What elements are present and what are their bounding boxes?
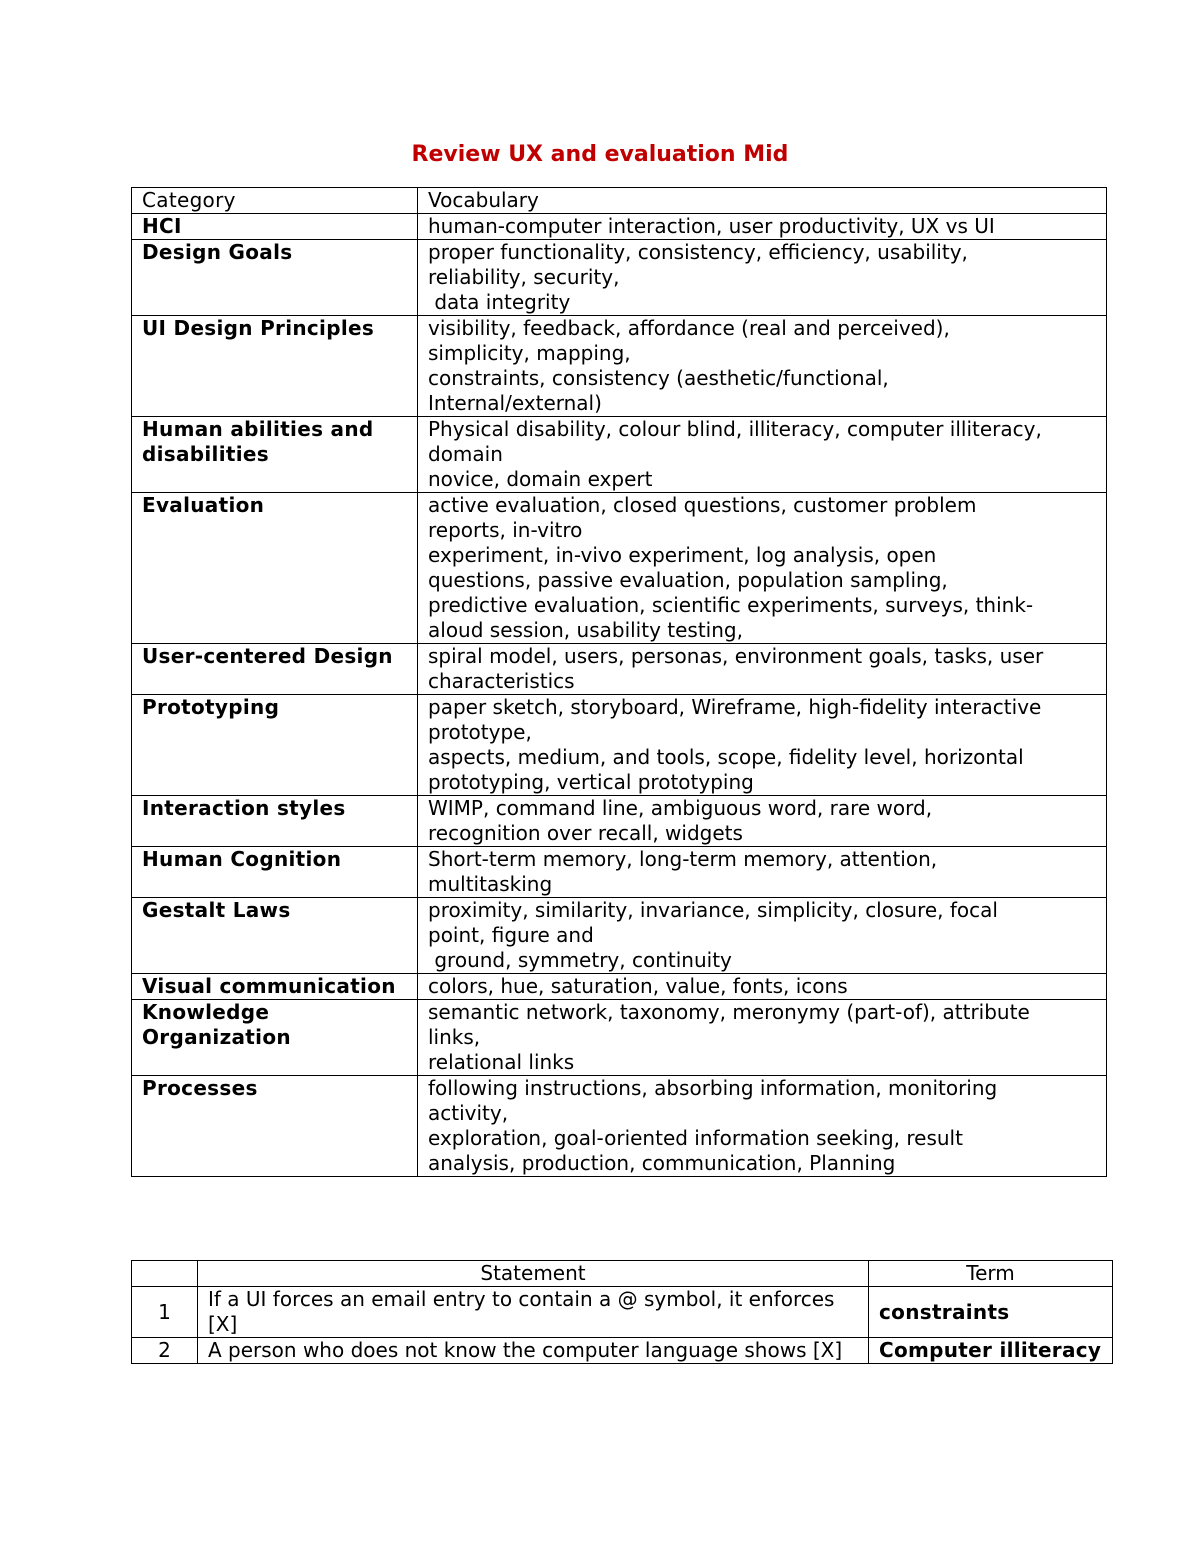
vocabulary-line: Internal/external) [428, 391, 602, 415]
category-cell: Prototyping [132, 695, 418, 796]
statement-table-header [132, 1261, 1113, 1287]
category-header: Category [132, 188, 418, 214]
category-cell: Visual communication [132, 974, 418, 1000]
category-cell: Processes [132, 1076, 418, 1177]
vocabulary-line: simplicity, mapping, [428, 341, 631, 365]
vocabulary-cell [418, 796, 1107, 847]
vocabulary-cell [418, 493, 1107, 644]
vocabulary-cell [418, 898, 1107, 974]
vocabulary-line: novice, domain expert [428, 467, 653, 491]
vocabulary-cell [418, 1000, 1107, 1076]
vocabulary-line: WIMP, command line, ambiguous word, rare word, [428, 796, 933, 820]
vocabulary-line: prototyping, vertical prototyping [428, 770, 754, 794]
statement-text: A person who does not know the computer language shows [X] [198, 1338, 869, 1364]
vocabulary-cell [418, 847, 1107, 898]
vocabulary-cell [418, 417, 1107, 493]
vocabulary-line: questions, passive evaluation, population sampling, [428, 568, 948, 592]
term-answer: Computer illiteracy [869, 1338, 1113, 1364]
vocabulary-cell [418, 1076, 1107, 1177]
vocabulary-line: reports, in-vitro [428, 518, 583, 542]
category-cell: HCI [132, 214, 418, 240]
vocabulary-cell [418, 316, 1107, 417]
vocabulary-line: prototype, [428, 720, 532, 744]
vocabulary-row [132, 898, 1107, 974]
vocabulary-table-header [132, 188, 1107, 214]
vocabulary-row [132, 417, 1107, 493]
vocabulary-line: activity, [428, 1101, 509, 1125]
vocabulary-row [132, 316, 1107, 417]
vocabulary-row [132, 974, 1107, 1000]
vocabulary-cell [418, 214, 1107, 240]
category-cell: Evaluation [132, 493, 418, 644]
vocabulary-row [132, 695, 1107, 796]
term-answer: constraints [869, 1287, 1113, 1338]
statement-row [132, 1338, 1113, 1364]
vocabulary-line: domain [428, 442, 503, 466]
vocabulary-row [132, 214, 1107, 240]
category-cell: Gestalt Laws [132, 898, 418, 974]
vocabulary-line: experiment, in-vivo experiment, log analysis, open [428, 543, 937, 567]
vocabulary-cell [418, 644, 1107, 695]
vocabulary-line: colors, hue, saturation, value, fonts, icons [428, 974, 848, 998]
row-number: 1 [132, 1287, 198, 1338]
vocabulary-line: characteristics [428, 669, 575, 693]
vocabulary-row [132, 796, 1107, 847]
category-cell: Human Cognition [132, 847, 418, 898]
number-header [132, 1261, 198, 1287]
vocabulary-line: Physical disability, colour blind, illiteracy, computer illiteracy, [428, 417, 1042, 441]
category-cell: Interaction styles [132, 796, 418, 847]
vocabulary-line: ground, symmetry, continuity [428, 948, 732, 972]
vocabulary-line: aloud session, usability testing, [428, 618, 743, 642]
vocabulary-row [132, 493, 1107, 644]
category-cell: Human abilities and disabilities [132, 417, 418, 493]
vocabulary-line: Short-term memory, long-term memory, attention, [428, 847, 938, 871]
vocabulary-cell [418, 974, 1107, 1000]
statement-header: Statement [198, 1261, 869, 1287]
vocabulary-row [132, 1000, 1107, 1076]
vocabulary-line: relational links [428, 1050, 575, 1074]
category-cell: UI Design Principles [132, 316, 418, 417]
term-header: Term [869, 1261, 1113, 1287]
statement-text: If a UI forces an email entry to contain a @ symbol, it enforces [X] [198, 1287, 869, 1338]
vocabulary-line: paper sketch, storyboard, Wireframe, high-fidelity interactive [428, 695, 1042, 719]
vocabulary-cell [418, 240, 1107, 316]
vocabulary-line: proper functionality, consistency, efficiency, usability, [428, 240, 968, 264]
vocabulary-line: aspects, medium, and tools, scope, fidelity level, horizontal [428, 745, 1024, 769]
vocabulary-line: point, figure and [428, 923, 594, 947]
vocabulary-row [132, 644, 1107, 695]
category-cell: User-centered Design [132, 644, 418, 695]
vocabulary-line: predictive evaluation, scientific experiments, surveys, think- [428, 593, 1034, 617]
vocabulary-line: proximity, similarity, invariance, simplicity, closure, focal [428, 898, 998, 922]
vocabulary-line: active evaluation, closed questions, customer problem [428, 493, 977, 517]
vocabulary-row [132, 1076, 1107, 1177]
vocabulary-line: human-computer interaction, user productivity, UX vs UI [428, 214, 995, 238]
vocabulary-line: constraints, consistency (aesthetic/functional, [428, 366, 889, 390]
vocabulary-line: following instructions, absorbing information, monitoring [428, 1076, 998, 1100]
vocabulary-row [132, 240, 1107, 316]
category-cell: Design Goals [132, 240, 418, 316]
vocabulary-line: links, [428, 1025, 481, 1049]
vocabulary-line: visibility, feedback, affordance (real and perceived), [428, 316, 950, 340]
vocabulary-line: reliability, security, [428, 265, 620, 289]
vocabulary-line: analysis, production, communication, Planning [428, 1151, 896, 1175]
vocabulary-line: recognition over recall, widgets [428, 821, 743, 845]
vocabulary-row [132, 847, 1107, 898]
statement-table [131, 1260, 1113, 1364]
vocabulary-table [131, 187, 1107, 1177]
vocabulary-line: multitasking [428, 872, 553, 896]
vocabulary-line: spiral model, users, personas, environment goals, tasks, user [428, 644, 1044, 668]
vocabulary-line: exploration, goal-oriented information seeking, result [428, 1126, 963, 1150]
vocabulary-cell [418, 695, 1107, 796]
category-cell: Knowledge Organization [132, 1000, 418, 1076]
vocabulary-header: Vocabulary [418, 188, 1107, 214]
statement-row [132, 1287, 1113, 1338]
row-number: 2 [132, 1338, 198, 1364]
document-title: Review UX and evaluation Mid [411, 142, 789, 167]
vocabulary-line: data integrity [428, 290, 571, 314]
vocabulary-line: semantic network, taxonomy, meronymy (part-of), attribute [428, 1000, 1030, 1024]
